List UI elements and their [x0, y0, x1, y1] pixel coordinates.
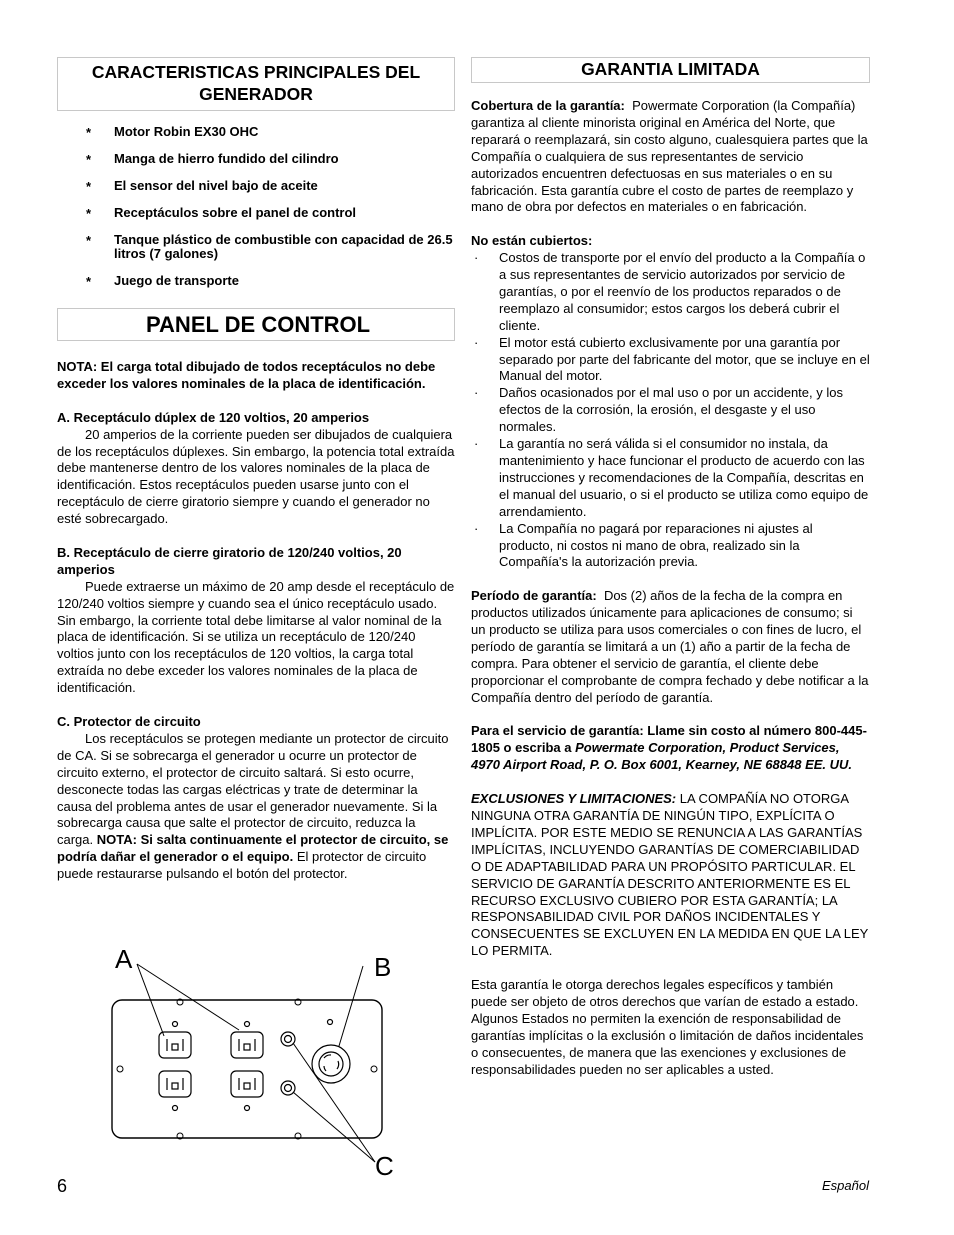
control-panel-diagram: [105, 942, 405, 1182]
list-item: * Juego de transporte: [86, 273, 239, 289]
section-b-text: Puede extraerse un máximo de 20 amp desde el receptáculo de 120/240 voltios siempre y cuando sea el único receptáculo usado. Sin embargo, la corriente total debe limitarse al valor nominal de la placa de identificación. Si se utiliza un receptáculo de 120/240 voltios junto con los receptáculos de 120 voltios, la carga total extraída no debe exceder los valores nominales de la placa de identificación.: [57, 578, 455, 696]
section-a-text: 20 amperios de la corriente pueden ser dibujados de cualquiera de los receptáculos dúplexes. Sin embargo, la potencia total extraída debe mantenerse dentro de los valores nominales de la placa de identificación. Estos receptáculos pueden usarse junto con el receptáculo de cierre giratorio siempre y cuando el generador no esté sobrecargado.: [57, 426, 455, 527]
list-item: * Receptáculos sobre el panel de control: [86, 205, 357, 221]
duplex-receptacle: [231, 1071, 263, 1111]
panel-heading: PANEL DE CONTROL: [57, 308, 455, 341]
page-number: 6: [57, 1176, 68, 1196]
screw-hole: [117, 1066, 123, 1072]
bullet: *: [86, 206, 92, 221]
duplex-receptacle: [159, 1022, 191, 1059]
list-item: · La Compañía no pagará por reparaciones ni ajustes al producto, ni costos ni mano de obra, realizado sin la Compañía's la autorización previa.: [474, 520, 813, 570]
features-list: [57, 125, 455, 288]
bullet: *: [86, 152, 92, 167]
bullet: *: [86, 125, 92, 140]
section-c-title: C. Protector de circuito: [57, 713, 201, 729]
section-a-title: A. Receptáculo dúplex de 120 voltios, 20 amperios: [57, 409, 370, 425]
label-c: C: [375, 1151, 394, 1181]
right-column: [471, 57, 870, 1078]
list-item: · Costos de transporte por el envío del producto a la Compañía o a sus representantes de servicio autorizados por servicio de garantías, o por el reenvío de los productos reparados o de reemplazo al consumidor; estos cargos los deberá cubrir el cliente.: [474, 250, 866, 333]
circuit-breaker: [281, 1081, 295, 1095]
exclusiones-paragraph: EXCLUSIONES Y LIMITACIONES: LA COMPAÑÍA NO OTORGA NINGUNA OTRA GARANTÍA DE NINGÚN TIPO, EXPLÍCITA O IMPLÍCITA. POR ESTE MEDIO SE RENUNCIA A LAS GARANTÍAS IMPLÍCITAS, INCLUYENDO GARANTÍAS DE COMERCIABILIDAD O DE ADAPTABILIDAD PARA UN PROPÓSITO PARTICULAR. EL SERVICIO DE GARANTÍA DESCRITO ANTERIORMENTE ES EL RECURSO EXCLUSIVO CUBIERO POR ESTA GARANTÍA; LA RESPONSABILIDAD CIVIL POR DAÑOS INCIDENTALES Y CONSECUENTES SE EXCLUYEN EN LA MEDIDA EN QUE LA LEY LO PERMITA.: [471, 791, 869, 959]
list-item: * Manga de hierro fundido del cilindro: [86, 151, 339, 167]
list-item: · El motor está cubierto exclusivamente por una garantía por separado por parte del fabricante del motor, que se incluye en el Manual del motor.: [474, 334, 870, 384]
label-a: A: [115, 944, 133, 974]
section-c-text: Los receptáculos se protegen mediante un protector de circuito de CA. Si se sobrecarga el generador u ocurre un protector de circuito externo, el protector de circuito saltará. Si esto ocurre, desconecte todas las cargas eléctricas y trate de determinar la causa del problema antes de usar el generador nuevamente. Si la sobrecarga causa que salte el protector de circuito, reduzca la carga. NOTA: Si salta continuamente el protector de circuito, se podría dañar el generador o el equipo. El protector de circuito puede restaurarse pulsando el botón del protector.: [57, 730, 449, 882]
language-label: Español: [822, 1178, 869, 1193]
screw-hole: [371, 1066, 377, 1072]
circuit-breaker: [281, 1032, 295, 1046]
duplex-receptacle: [231, 1022, 263, 1059]
no-cubiertos-list: [471, 250, 870, 571]
garantia-heading: GARANTIA LIMITADA: [471, 57, 870, 83]
label-b: B: [374, 952, 392, 982]
nota-paragraph: NOTA: El carga total dibujado de todos receptáculos no debe exceder los valores nominales de la placa de identificación.: [57, 359, 436, 391]
list-item: · Daños ocasionados por el mal uso o por un accidente, y los efectos de la corrosión, la erosión, el desgaste y el uso normales.: [474, 385, 843, 435]
periodo-paragraph: Período de garantía: Dos (2) años de la fecha de la compra en productos utilizados únicamente para aplicaciones de consumo; si un producto se utiliza para usos comerciales o con fines de lucro, el período de garantía se limitará a un (1) año a partir de la fecha de compra. Para obtener el servicio de garantía, el cliente debe proporcionar el comprobante de compra fechado y debe notificar a la Compañía dentro del período de garantía.: [471, 588, 869, 705]
cobertura-paragraph: Cobertura de la garantía: Powermate Corporation (la Compañía) garantiza al cliente minorista original en América del Norte, que reparará o reemplazará, sin costo alguno, cualesquiera partes que la Compañía o cualquiera de sus representantes de servicio autorizados encuentren defectuosas en sus materiales o en su fabricación. Esta garantía cubre el costo de partes de reemplazo y mano de obra por defectos en materiales o en fabricación.: [471, 98, 868, 215]
list-item: · La garantía no será válida si el consumidor no instala, da mantenimiento y hace funcionar el producto de acuerdo con las instrucciones y recomendaciones de la Compañía, descritas en el manual del usuario, o si el producto se utiliza como equipo de arrendamiento.: [474, 436, 869, 519]
final-paragraph: Esta garantía le otorga derechos legales específicos y también puede ser objeto de otros derechos que varían de estado a estado. Algunos Estados no permiten la exención de responsabilidad de garantías implícitas o la exclusión o limitación de daños incidentales o consecuentes, de manera que las exenciones y exclusiones de responsabilidades pueden no ser aplicables a usted.: [471, 977, 864, 1077]
callout-lines: [137, 964, 375, 1162]
section-b-title: B. Receptáculo de cierre giratorio de 120/240 voltios, 20 amperios: [57, 544, 402, 577]
features-heading: CARACTERISTICAS PRINCIPALES DEL GENERADOR: [57, 57, 455, 111]
list-item: * Tanque plástico de combustible con capacidad de 26.5 litros (7 galones): [86, 232, 453, 261]
list-item: * Motor Robin EX30 OHC: [86, 124, 259, 140]
bullet: *: [86, 274, 92, 289]
bullet: *: [86, 179, 92, 194]
duplex-receptacle: [159, 1071, 191, 1111]
list-item: * El sensor del nivel bajo de aceite: [86, 178, 318, 194]
no-cubiertos-label: No están cubiertos:: [471, 233, 593, 249]
left-column: [57, 57, 455, 883]
bullet: *: [86, 233, 92, 248]
servicio-paragraph: Para el servicio de garantía: Llame sin costo al número 800-445-1805 o escriba a Powermate Corporation, Product Services, 4970 Airport Road, P. O. Box 6001, Kearney, NE 68848 EE. UU.: [471, 723, 867, 773]
